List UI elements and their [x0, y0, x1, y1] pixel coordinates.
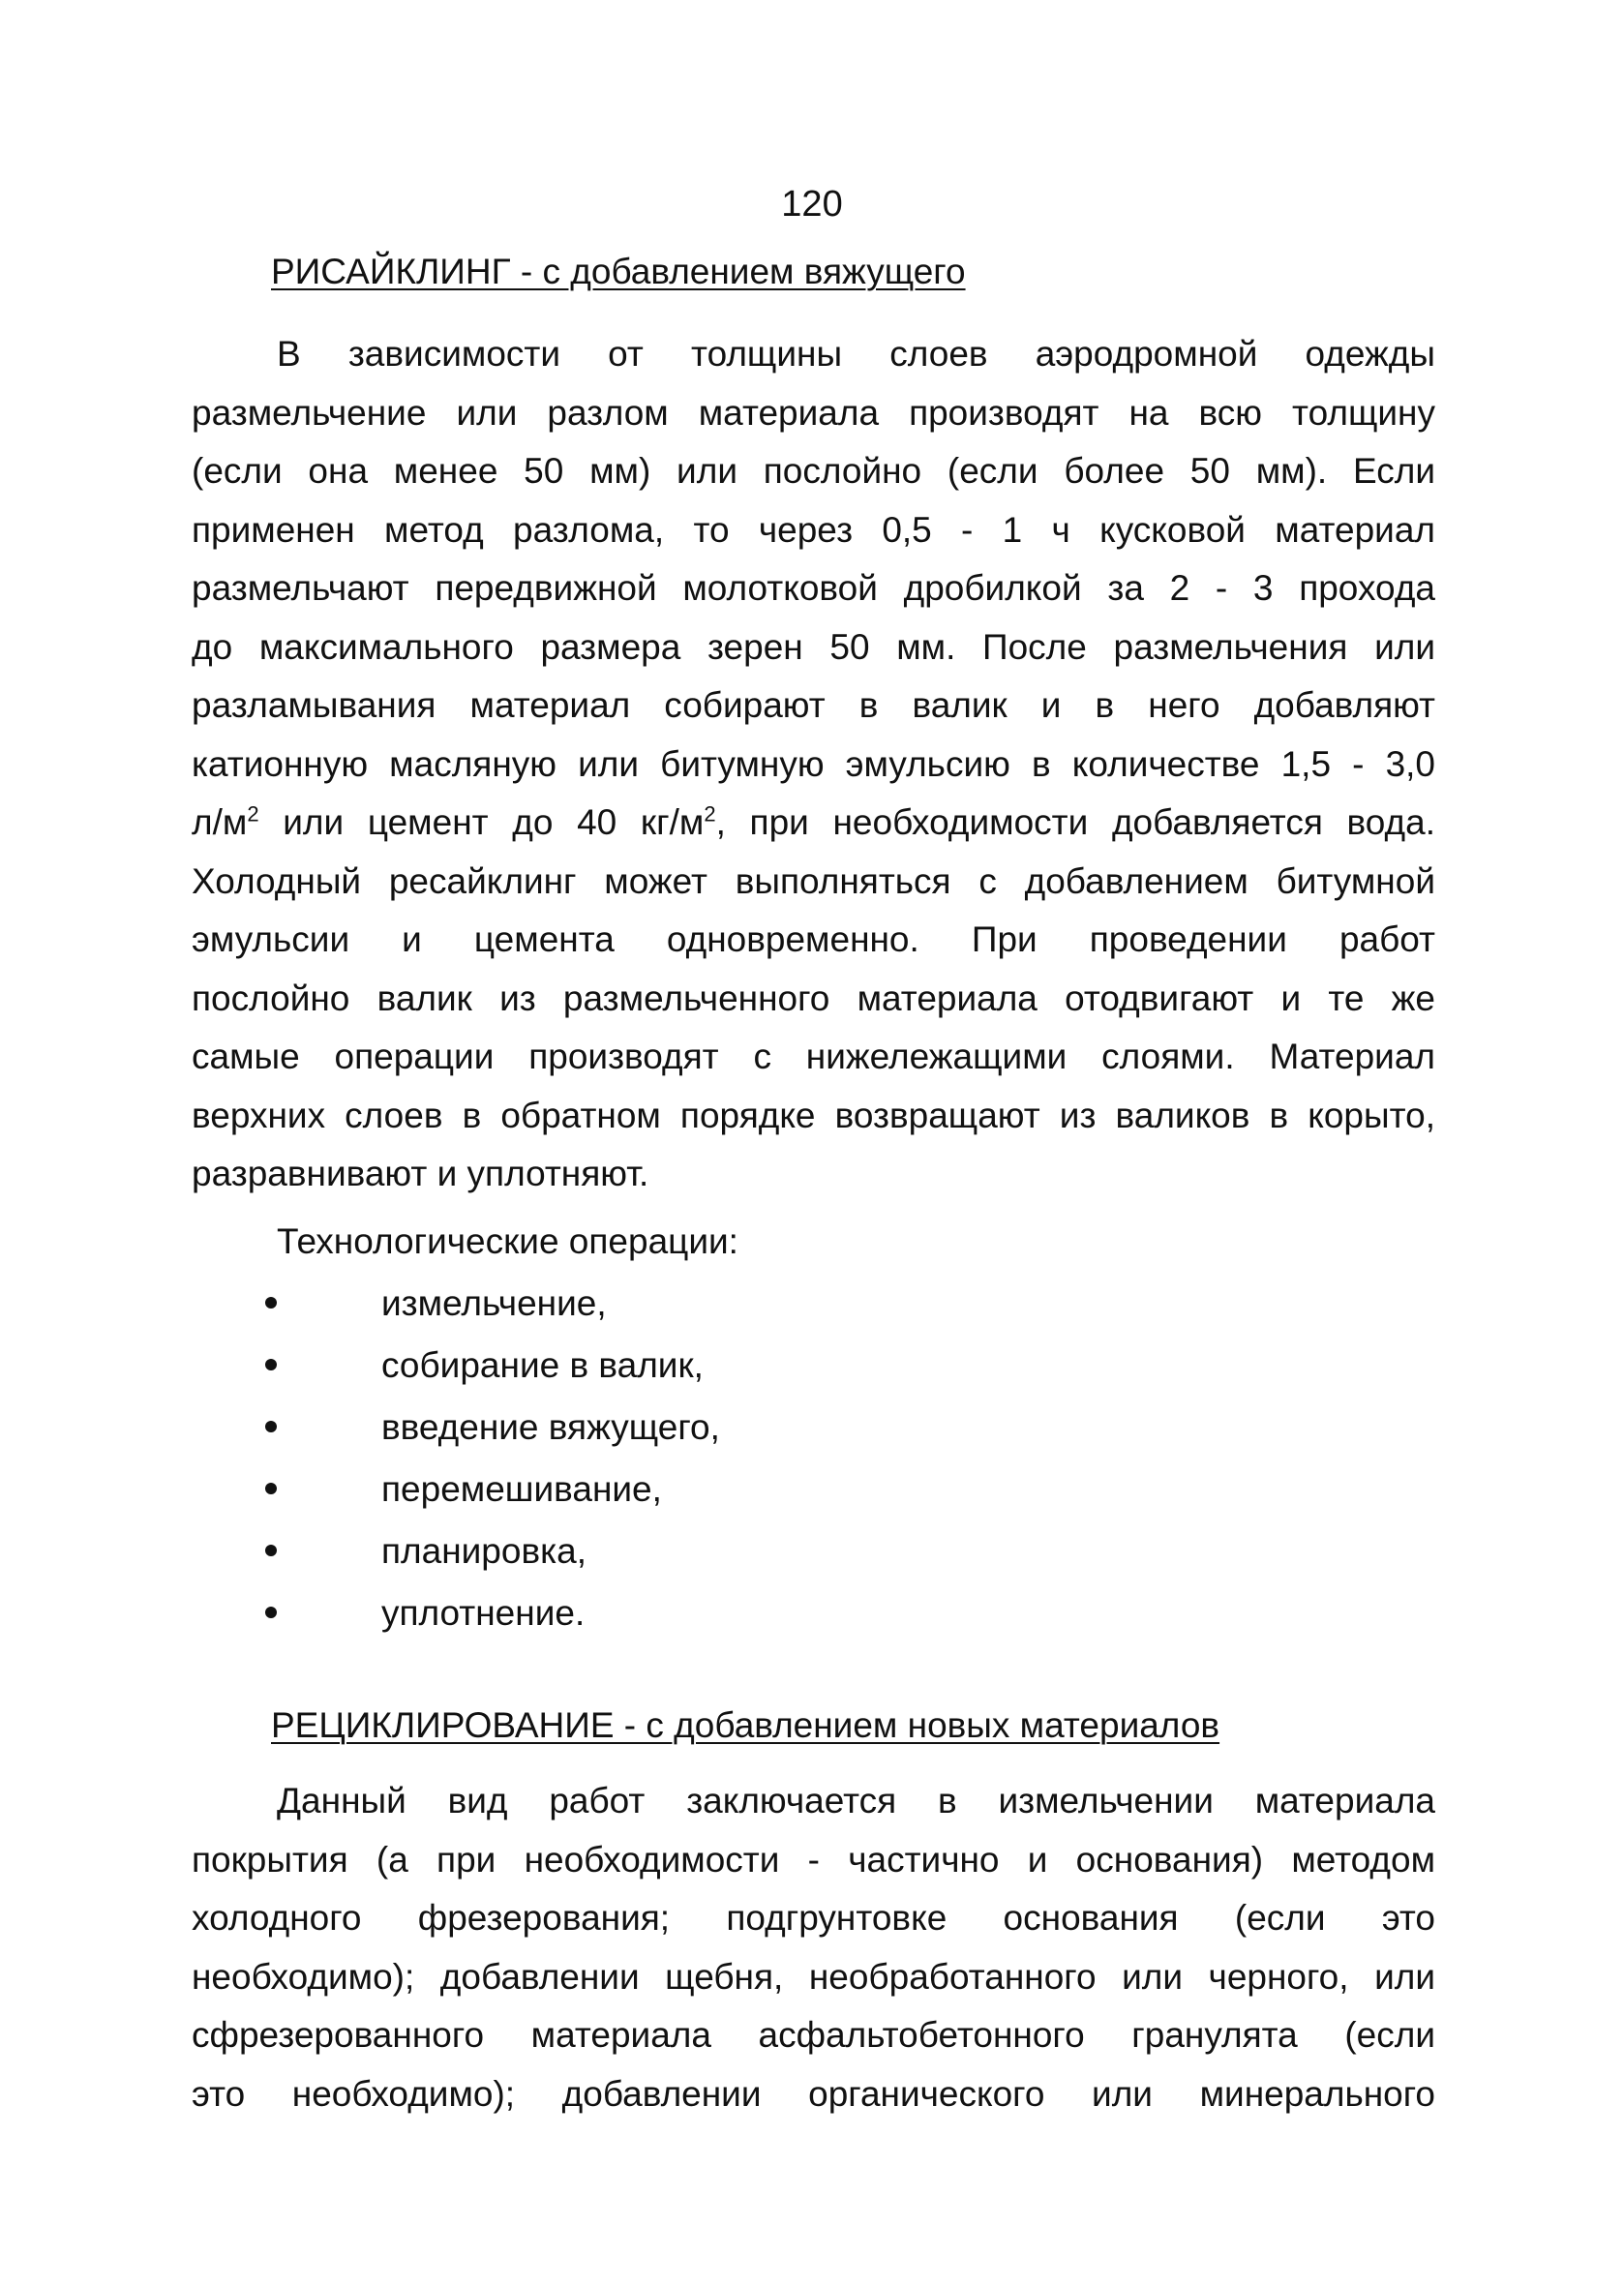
superscript: 2	[247, 801, 259, 827]
paragraph-line: послойно валик из размельченного материала отодвигают и те же	[192, 978, 1435, 1018]
paragraph-line: В зависимости от толщины слоев аэродромной одежды	[277, 334, 1435, 374]
list-item-text: введение вяжущего,	[381, 1407, 720, 1447]
paragraph-line: верхних слоев в обратном порядке возвращают из валиков в корыто,	[192, 1095, 1435, 1135]
page-number: 120	[781, 184, 843, 225]
section-1-paragraph	[192, 325, 1435, 1204]
unit-text: или цемент до 40 кг/м	[258, 802, 705, 842]
paragraph-line: катионную масляную или битумную эмульсию в количестве 1,5 - 3,0	[192, 743, 1435, 784]
paragraph-line: (если она менее 50 мм) или послойно (если более 50 мм). Если	[192, 451, 1435, 491]
paragraph-line: разравнивают и уплотняют.	[192, 1154, 649, 1193]
list-item-text: собирание в валик,	[381, 1345, 704, 1385]
bullet-icon	[265, 1607, 277, 1618]
unit-text: л/м	[192, 802, 248, 842]
paragraph-line: холодного фрезерования; подгрунтовке основания (если это	[192, 1898, 1435, 1938]
unit-text: , при необходимости добавляется вода.	[715, 802, 1436, 842]
bullet-icon	[265, 1483, 277, 1494]
list-item-text: уплотнение.	[381, 1593, 586, 1633]
paragraph-line: сфрезерованного материала асфальтобетонного гранулята (если	[192, 2015, 1435, 2055]
paragraph-line-units	[192, 794, 1435, 853]
paragraph-line: размельчают передвижной молотковой дробилкой за 2 - 3 прохода	[192, 568, 1435, 608]
paragraph-line: до максимального размера зерен 50 мм. После размельчения или	[192, 626, 1435, 667]
section-heading-recycling: РИСАЙКЛИНГ - с добавлением вяжущего	[271, 252, 966, 291]
paragraph-line: разламывания материал собирают в валик и в него добавляют	[192, 685, 1435, 725]
paragraph-line: это необходимо); добавлении органического или минерального	[192, 2073, 1435, 2114]
paragraph-line: покрытия (а при необходимости - частично и основания) методом	[192, 1839, 1435, 1880]
bullet-icon	[265, 1297, 277, 1309]
paragraph-line: самые операции производят с нижележащими слоями. Материал	[192, 1037, 1435, 1076]
paragraph-line: Холодный ресайклинг может выполняться с добавлением битумной	[192, 860, 1435, 901]
section-2-paragraph	[192, 1772, 1435, 2123]
operations-title: Технологические операции:	[277, 1221, 738, 1261]
superscript: 2	[704, 801, 716, 827]
list-item-text: планировка,	[381, 1531, 586, 1571]
paragraph-line: необходимо); добавлении щебня, необработанного или черного, или	[192, 1956, 1435, 1997]
list-item-text: измельчение,	[381, 1283, 607, 1323]
paragraph-line: применен метод разлома, то через 0,5 - 1 ч кусковой материал	[192, 509, 1435, 550]
section-heading-recycling-new-materials: РЕЦИКЛИРОВАНИЕ - с добавлением новых материалов	[271, 1705, 1220, 1745]
paragraph-line: эмульсии и цемента одновременно. При проведении работ	[192, 919, 1435, 959]
paragraph-line: Данный вид работ заключается в измельчении материала	[277, 1781, 1435, 1821]
list-item-text: перемешивание,	[381, 1469, 662, 1509]
bullet-icon	[265, 1421, 277, 1432]
bullet-icon	[265, 1545, 277, 1556]
bullet-icon	[265, 1359, 277, 1370]
paragraph-line: размельчение или разлом материала производят на всю толщину	[192, 392, 1435, 433]
